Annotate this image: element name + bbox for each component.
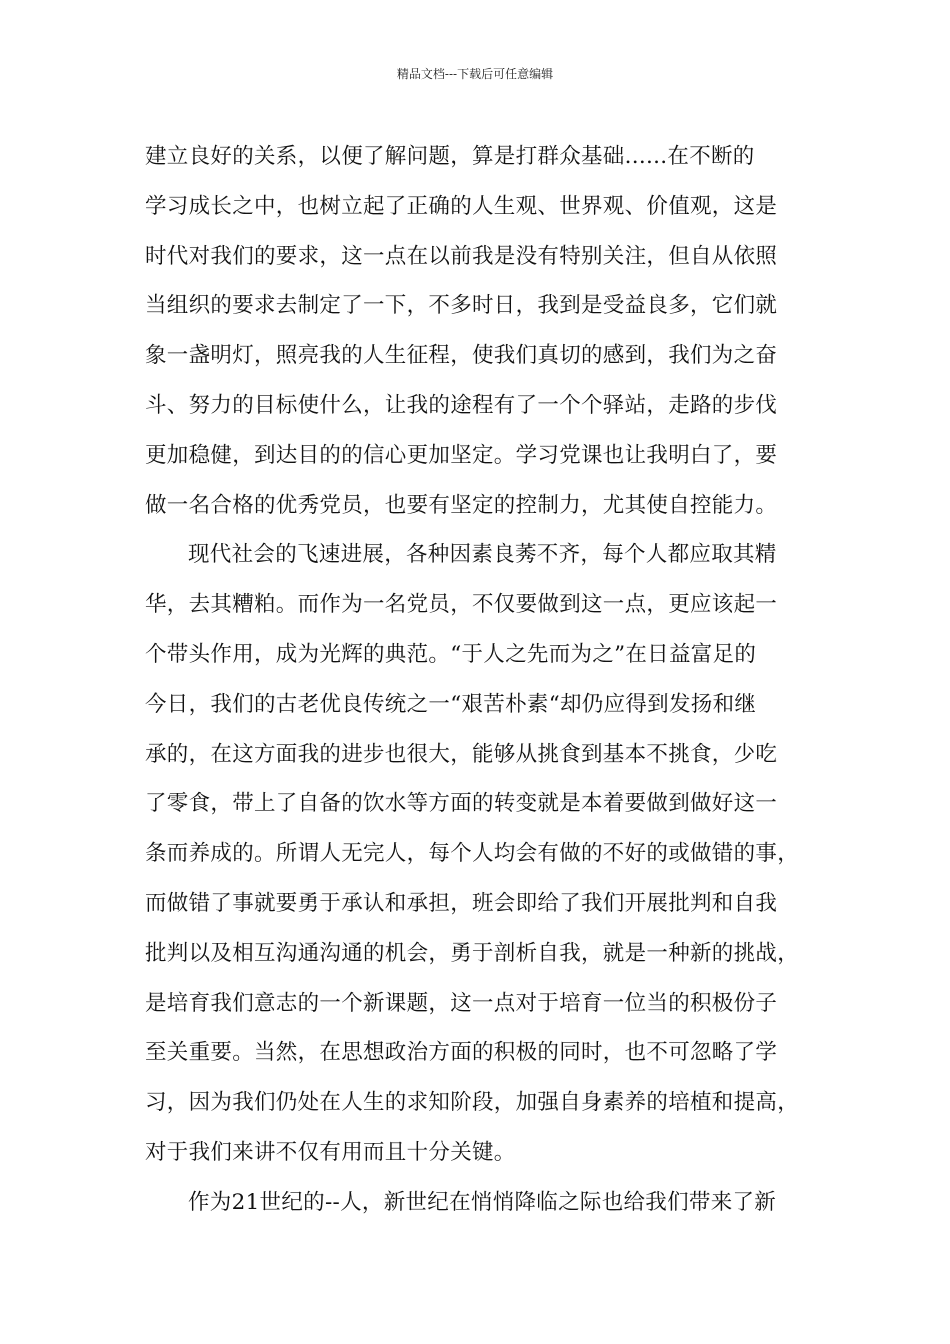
text-line: 习，因为我们仍处在人生的求知阶段，加强自身素养的培植和提高， [145,1090,800,1116]
text-line: 今日，我们的古老优良传统之一“艰苦朴素“却仍应得到发扬和继 [145,691,757,717]
text-line: 时代对我们的要求，这一点在以前我是没有特别关注，但自从依照 [145,243,778,269]
paragraph [145,132,807,530]
text-line: 批判以及相互沟通沟通的机会，勇于剖析自我，就是一种新的挑战， [145,940,800,966]
text-line: 承的，在这方面我的进步也很大，能够从挑食到基本不挑食，少吃 [145,741,778,767]
text-line: 至关重要。当然，在思想政治方面的积极的同时，也不可忽略了学 [145,1040,778,1066]
text-line: 而做错了事就要勇于承认和承担，班会即给了我们开展批判和自我 [145,890,778,916]
text-line: 对于我们来讲不仅有用而且十分关键。 [145,1139,516,1165]
text-line: 是培育我们意志的一个新课题，这一点对于培育一位当的积极份子 [145,990,778,1016]
text-line: 更加稳健，到达目的的信心更加坚定。学习党课也让我明白了，要 [145,442,778,468]
text-line: 作为21世纪的--人，新世纪在悄悄降临之际也给我们带来了新 [188,1189,777,1215]
text-line: 条而养成的。所谓人无完人，每个人均会有做的不好的或做错的事， [145,841,800,867]
text-line: 做一名合格的优秀党员，也要有坚定的控制力，尤其使自控能力。 [145,492,778,518]
text-line: 学习成长之中，也树立起了正确的人生观、世界观、价值观，这是 [145,193,778,219]
text-line: 现代社会的飞速进展，各种因素良莠不齐，每个人都应取其精 [188,542,777,568]
text-line: 建立良好的关系，以便了解问题，算是打群众基础......在不断的 [145,144,755,169]
paragraph [145,1178,807,1228]
text-line: 个带头作用，成为光辉的典范。“于人之先而为之”在日益富足的 [145,641,757,667]
document-body [145,132,807,1228]
text-line: 象一盏明灯，照亮我的人生征程，使我们真切的感到，我们为之奋 [145,343,778,369]
text-line: 当组织的要求去制定了一下，不多时日，我到是受益良多，它们就 [145,293,778,319]
text-line: 华，去其糟粕。而作为一名党员，不仅要做到这一点，更应该起一 [145,592,778,618]
page-header: 精品文档---下载后可任意编辑 [396,67,554,81]
paragraph [145,530,807,1177]
text-line: 斗、努力的目标使什么，让我的途程有了一个个驿站，走路的步伐 [145,392,778,418]
text-line: 了零食，带上了自备的饮水等方面的转变就是本着要做到做好这一 [145,791,778,817]
